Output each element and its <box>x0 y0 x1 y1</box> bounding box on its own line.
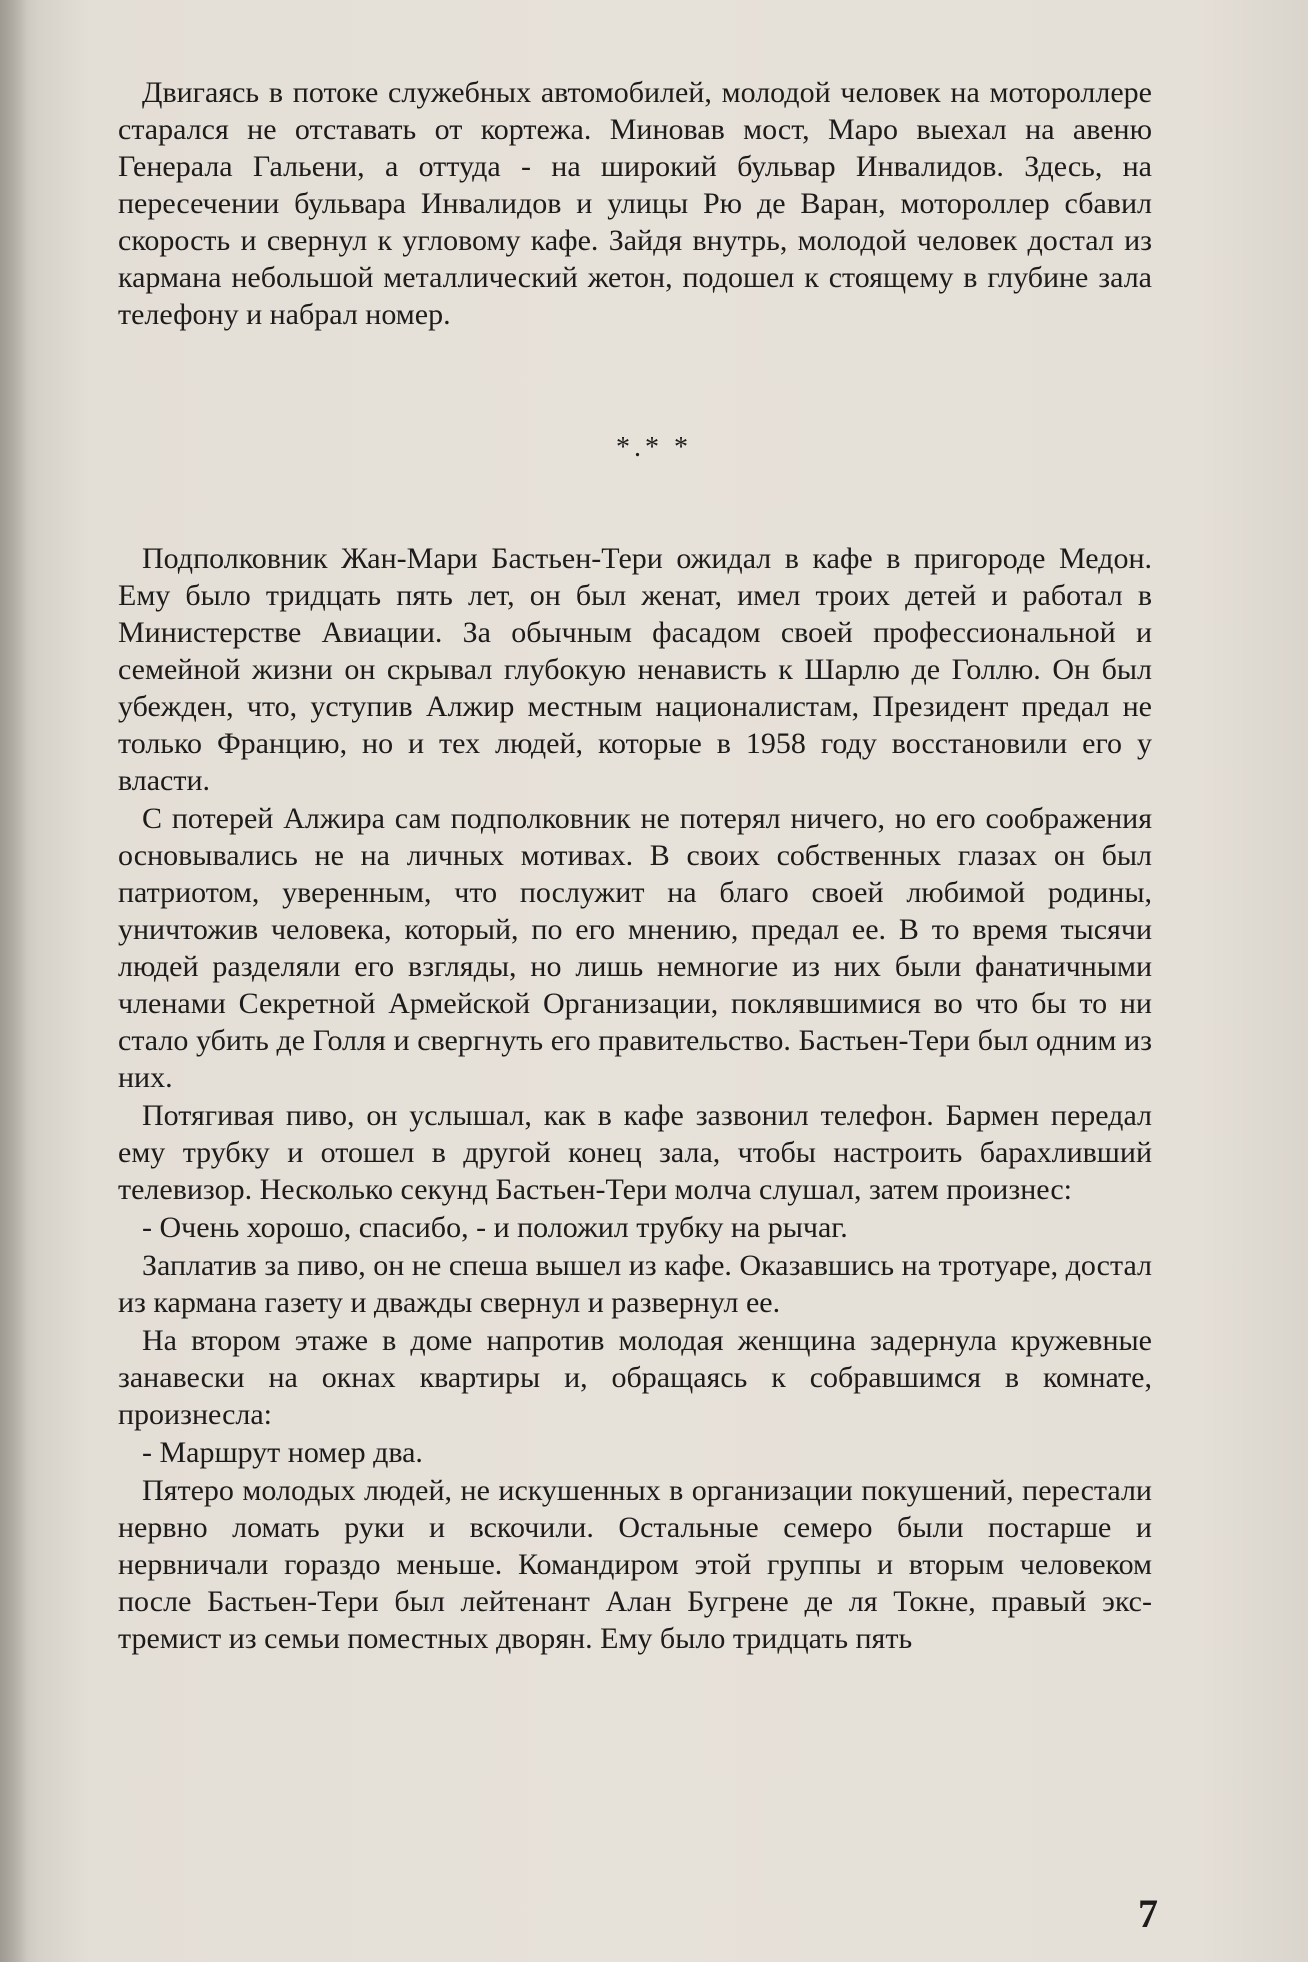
paragraph: Подполковник Жан-Мари Бастьен-Тери ожидал в кафе в пригороде Медон. Ему было тридцать пять лет, он был женат, имел троих детей и работал в Министерстве Авиации. За обычным фасадом своей профессиональной и семейной жизни он скрывал глубокую ненависть к Шарлю де Голлю. Он был убежден, что, уступив Алжир местным националистам, Президент предал не только Францию, но и тех людей, которые в 1958 году восстановили его у власти. <box>118 542 1152 797</box>
paragraph: Потягивая пиво, он услышал, как в кафе зазвонил телефон. Бармен передал ему трубку и отошел в другой конец зала, чтобы настроить барахливший телевизор. Несколько секунд Бастьен-Тери молча слушал, затем произнес: <box>118 1099 1152 1206</box>
page-gutter-shadow <box>0 0 28 1962</box>
text-section-2 <box>118 540 1152 1658</box>
paragraph: С потерей Алжира сам подполковник не потерял ничего, но его соображения основывались не на личных мотивах. В своих собственных глазах он был патриотом, уверенным, что послужит на благо своей любимой родины, уничтожив человека, который, по его мнению, предал ее. В то время тысячи людей разделяли его взгляды, но лишь немногие из них были фанатичными членами Секретной Армейской Организации, поклявшимися во что бы то ни стало убить де Голля и свергнуть его правительство. Бастьен-Тери был одним из них. <box>118 802 1152 1094</box>
paragraph: - Маршрут номер два. <box>142 1436 423 1469</box>
page-number: 7 <box>1138 1891 1158 1936</box>
text-section-1 <box>118 74 1152 334</box>
section-separator: *.* * <box>616 432 692 463</box>
paragraph: На втором этаже в доме напротив молодая женщина задернула кружевные занавески на окнах квартиры и, обращаясь к собравшимся в комнате, произнесла: <box>118 1324 1152 1431</box>
paragraph: Двигаясь в потоке служебных автомобилей, молодой человек на мотороллере старался не отставать от кортежа. Миновав мост, Маро выехал на авеню Генерала Гальени, а оттуда - на широкий бульвар Инвалидов. Здесь, на пересечении бульвара Инвалидов и улицы Рю де Варан, мотороллер сбавил скорость и свернул к угловому кафе. Зайдя внутрь, молодой человек достал из кармана небольшой металлический жетон, подошел к стоящему в глубине зала телефону и набрал номер. <box>118 76 1152 331</box>
paragraph: Заплатив за пиво, он не спеша вышел из кафе. Оказавшись на тротуаре, достал из кармана газету и дважды свернул и развернул ее. <box>118 1249 1152 1319</box>
paragraph: Пятеро молодых людей, не искушенных в организации покушений, перестали нервно ломать руки и вскочили. Остальные семеро были постарше и нервничали гораздо меньше. Командиром этой группы и вторым человеком после Бастьен-Тери был лейтенант Алан Бугрене де ля Токне, правый экстремист из семьи поместных дворян. Ему было тридцать пять <box>118 1474 1152 1655</box>
paragraph: - Очень хорошо, спасибо, - и положил трубку на рычаг. <box>142 1211 848 1244</box>
